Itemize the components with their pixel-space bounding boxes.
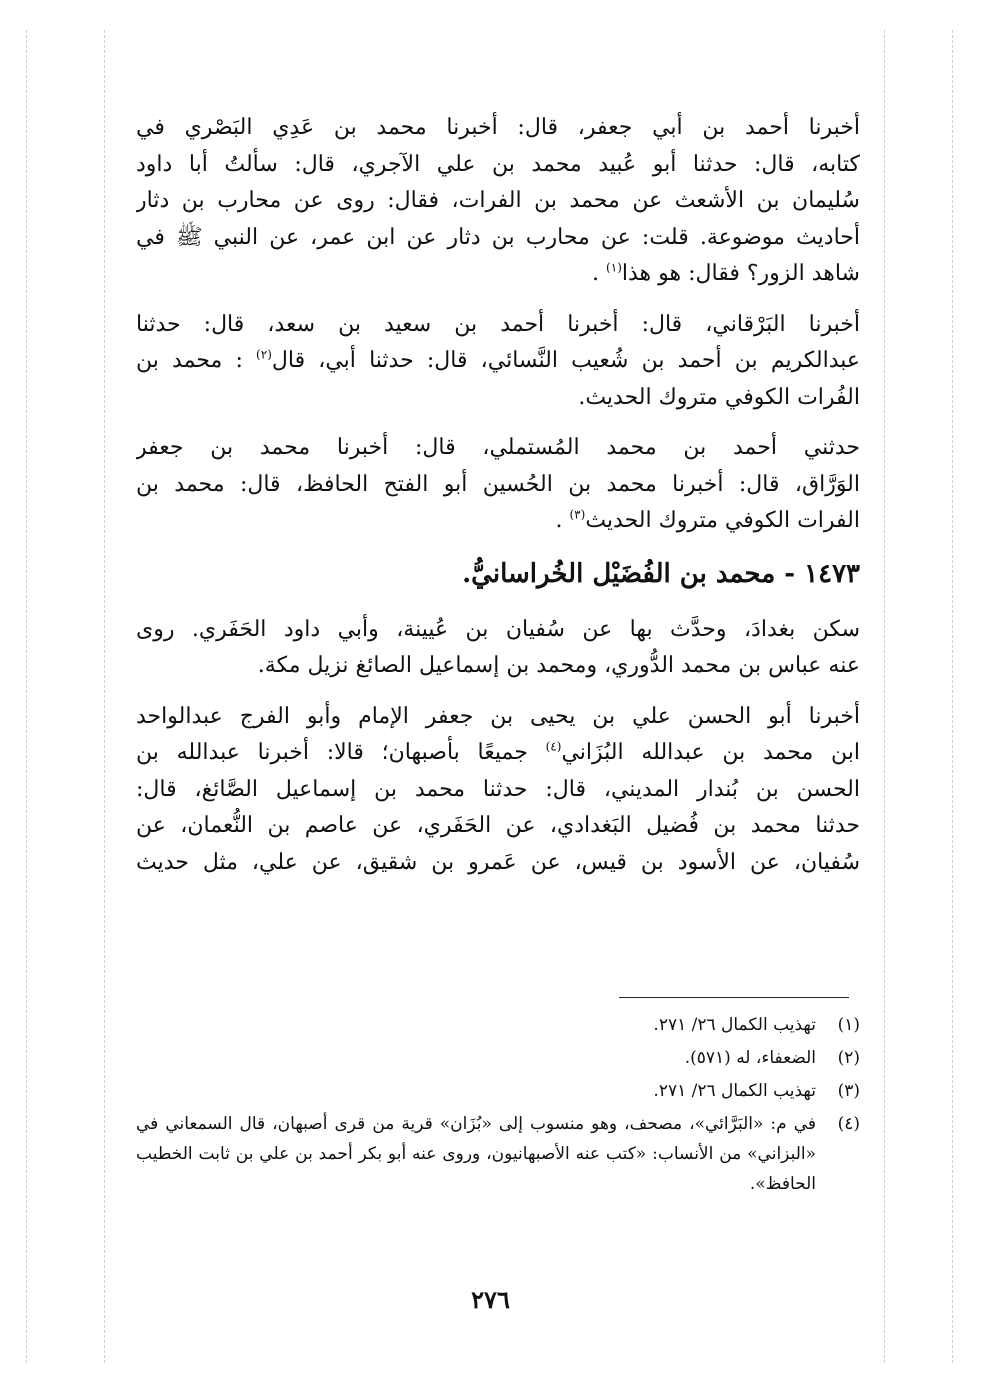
footnote-2	[136, 1043, 860, 1073]
footnote-1	[136, 1010, 860, 1040]
footnote-marker: (٣)	[569, 507, 586, 522]
footnote-text: في م: «البَرَّائي»، مصحف، وهو منسوب إلى «بُزَان» قرية من قرى أصبهان، قال السمعاني في «البزاني» من الأنساب: «كتب عنه الأصبهانيون، وروى عنه أبو بكر أحمد بن علي بن ثابت الخطيب الحافظ».	[136, 1114, 816, 1194]
footnotes	[136, 1010, 860, 1202]
footnote-number: (١)	[837, 1015, 860, 1035]
main-text	[136, 110, 860, 895]
text-line	[136, 735, 860, 772]
text-line: الوَرَّاق، قال: أخبرنا محمد بن الحُسين أبو الفتح الحافظ، قال: محمد بن	[136, 471, 860, 497]
text-line: أخبرنا أبو الحسن علي بن يحيى بن جعفر الإمام وأبو الفرج عبدالواحد	[136, 703, 860, 729]
footnote-text: تهذيب الكمال ٢٦/ ٢٧١.	[653, 1015, 816, 1035]
text-line: أخبرنا البَرْقاني، قال: أخبرنا أحمد بن سعيد بن سعد، قال: حدثنا	[136, 311, 860, 337]
scan-margin-line	[884, 30, 885, 1363]
text-line: سُليمان بن الأشعث عن محمد بن الفرات، فقال: روى عن محارب بن دثار	[136, 188, 860, 213]
text-line	[136, 256, 860, 293]
scan-margin-line	[952, 30, 953, 1363]
text-line	[136, 343, 860, 380]
footnote-number: (٢)	[837, 1048, 860, 1068]
paragraph-3	[136, 430, 860, 540]
footnote-marker: (٢)	[256, 347, 272, 362]
text-line: كتابه، قال: حدثنا أبو عُبيد محمد بن علي الآجري، قال: سألتُ أبا داود	[136, 151, 860, 177]
text-fragment: .	[592, 261, 607, 286]
text-line: أخبرنا أحمد بن أبي جعفر، قال: أخبرنا محمد بن عَدِي البَصْري في	[136, 115, 860, 140]
footnote-marker: (١)	[606, 260, 622, 275]
footnote-marker: (٤)	[545, 739, 562, 754]
text-line	[136, 503, 860, 540]
footnote-text: الضعفاء، له (٥٧١).	[684, 1048, 816, 1068]
text-line: سُفيان، عن الأسود بن قيس، عن عَمرو بن شقيق، عن علي، مثل حديث	[136, 849, 860, 875]
paragraph-4	[136, 612, 860, 685]
entry-heading: ١٤٧٣ - محمد بن الفُضَيْل الخُراسانيُّ.	[462, 558, 860, 589]
text-line: حدثنا محمد بن فُضيل البَغدادي، عن الحَفَري، عن عاصم بن النُّعمان، عن	[136, 813, 860, 838]
text-fragment: : محمد بن	[136, 348, 257, 373]
paragraph-5	[136, 699, 860, 882]
footnote-text: تهذيب الكمال ٢٦/ ٢٧١.	[653, 1081, 816, 1101]
text-fragment: شاهد الزور؟ فقال: هو هذا	[621, 261, 860, 286]
paragraph-1	[136, 110, 860, 293]
page-number: ٢٧٦	[471, 1285, 510, 1314]
text-fragment: عبدالكريم بن أحمد بن شُعيب النَّسائي، قال: حدثنا أبي، قال	[271, 348, 860, 373]
text-line: حدثني أحمد بن محمد المُستملي، قال: أخبرنا محمد بن جعفر	[136, 435, 860, 460]
text-fragment: ابن محمد بن عبدالله البُزَاني	[561, 740, 860, 765]
text-fragment: جميعًا بأصبهان؛ قالا: أخبرنا عبدالله بن	[136, 740, 546, 765]
scan-margin-line	[26, 30, 27, 1363]
footnote-number: (٣)	[837, 1081, 860, 1101]
footnote-4	[136, 1109, 860, 1199]
text-line: أحاديث موضوعة. قلت: عن محارب بن دثار عن ابن عمر، عن النبي ﷺ في	[136, 224, 860, 250]
scan-margin-line	[104, 30, 105, 1363]
text-fragment: .	[555, 508, 570, 533]
footnote-3	[136, 1076, 860, 1106]
text-line: الفُرات الكوفي متروك الحديث.	[578, 384, 860, 410]
text-line: عنه عباس بن محمد الدُّوري، ومحمد بن إسماعيل الصائغ نزيل مكة.	[257, 653, 860, 678]
footnote-separator	[619, 997, 849, 998]
text-line: الحسن بن بُندار المديني، قال: حدثنا محمد بن إسماعيل الصَّائغ، قال:	[136, 776, 860, 802]
text-line: سكن بغدادَ، وحدَّث بها عن سُفيان بن عُيينة، وأبي داود الحَفَري. روى	[136, 616, 860, 642]
text-fragment: الفرات الكوفي متروك الحديث	[585, 508, 860, 533]
footnote-number: (٤)	[837, 1114, 860, 1134]
paragraph-2	[136, 307, 860, 417]
